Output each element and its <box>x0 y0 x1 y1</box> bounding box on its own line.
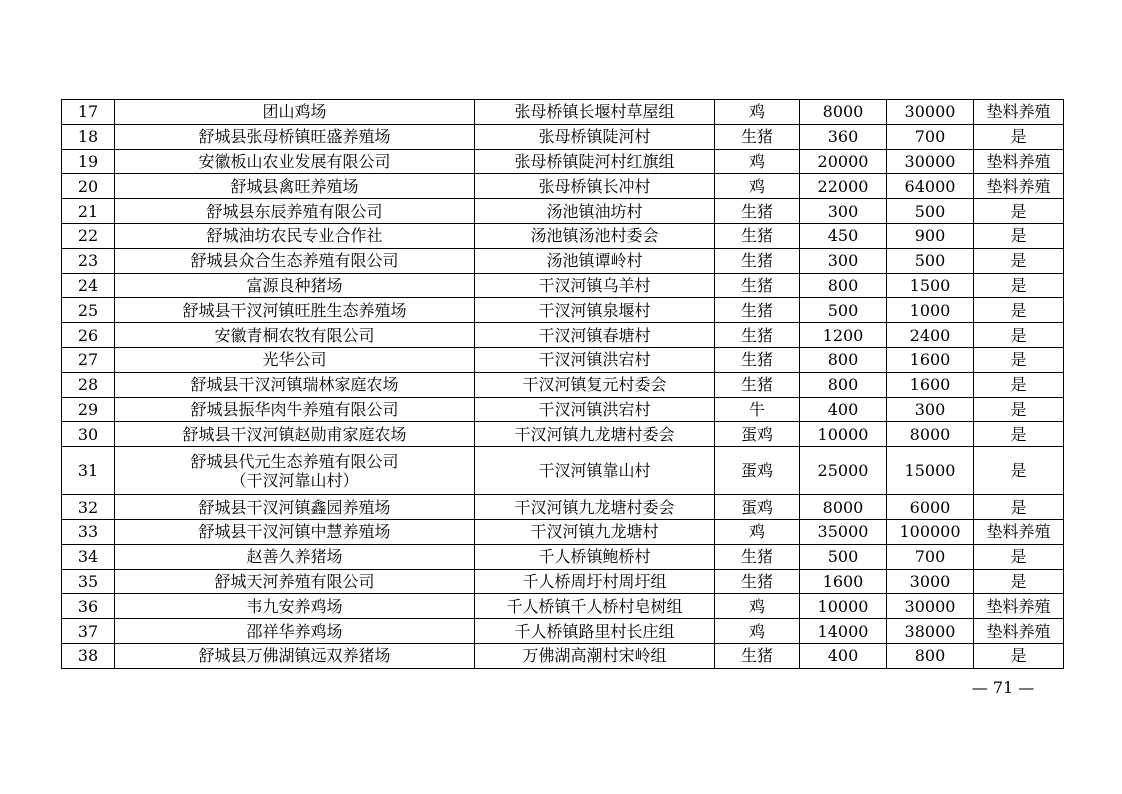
table-row <box>62 347 1064 372</box>
livestock-type-cell: 生猪 <box>715 643 800 668</box>
stock-count-cell: 35000 <box>800 519 887 544</box>
address-cell: 干汊河镇春塘村 <box>475 323 715 348</box>
farm-name-line: 舒城县东辰养殖有限公司 <box>206 201 383 221</box>
farm-name-cell <box>115 397 475 422</box>
row-number-cell: 35 <box>62 569 115 594</box>
livestock-type-cell: 鸡 <box>715 149 800 174</box>
farm-name-line: 韦九安养鸡场 <box>246 596 343 616</box>
table-row <box>62 372 1064 397</box>
farm-name-line: 舒城县振华肉牛养殖有限公司 <box>190 399 399 419</box>
livestock-type-cell: 生猪 <box>715 199 800 224</box>
stock-count-cell: 10000 <box>800 422 887 447</box>
treatment-method-cell: 是 <box>974 273 1064 298</box>
livestock-type-cell: 蛋鸡 <box>715 422 800 447</box>
stock-count-cell: 800 <box>800 347 887 372</box>
livestock-type-cell: 蛋鸡 <box>715 447 800 495</box>
stock-count-cell: 1600 <box>800 569 887 594</box>
address-cell: 干汊河镇九龙塘村 <box>475 519 715 544</box>
farm-name-cell <box>115 124 475 149</box>
farm-name-cell <box>115 273 475 298</box>
output-count-cell: 1600 <box>887 372 974 397</box>
farm-name-line: 舒城县干汊河镇旺胜生态养殖场 <box>182 300 407 320</box>
address-cell: 张母桥镇长堰村草屋组 <box>475 100 715 125</box>
farm-name-cell <box>115 544 475 569</box>
farm-name-cell <box>115 298 475 323</box>
table-row <box>62 298 1064 323</box>
treatment-method-cell: 是 <box>974 298 1064 323</box>
farm-name-line: 舒城县干汊河镇中慧养殖场 <box>198 522 391 542</box>
table-row <box>62 495 1064 520</box>
treatment-method-cell: 是 <box>974 495 1064 520</box>
table-row <box>62 100 1064 125</box>
farm-name-line: 安徽青桐农牧有限公司 <box>214 325 375 345</box>
livestock-type-cell: 鸡 <box>715 519 800 544</box>
farm-name-cell <box>115 248 475 273</box>
farm-name-line: 安徽板山农业发展有限公司 <box>198 151 391 171</box>
farm-name-line: 舒城天河养殖有限公司 <box>214 571 375 591</box>
treatment-method-cell: 是 <box>974 347 1064 372</box>
output-count-cell: 30000 <box>887 594 974 619</box>
farm-name-line: 舒城县干汊河镇瑞林家庭农场 <box>190 375 399 395</box>
farm-name-cell <box>115 594 475 619</box>
farm-name-line: 舒城县众合生态养殖有限公司 <box>190 251 399 271</box>
farm-name-line: 舒城县禽旺养殖场 <box>230 176 359 196</box>
stock-count-cell: 400 <box>800 643 887 668</box>
farm-name-line: 舒城县干汊河镇赵勋甫家庭农场 <box>182 424 407 444</box>
row-number-cell: 23 <box>62 248 115 273</box>
output-count-cell: 800 <box>887 643 974 668</box>
table-row <box>62 643 1064 668</box>
treatment-method-cell: 是 <box>974 643 1064 668</box>
output-count-cell: 8000 <box>887 422 974 447</box>
farm-name-line: 舒城油坊农民专业合作社 <box>206 226 383 246</box>
livestock-type-cell: 生猪 <box>715 569 800 594</box>
row-number-cell: 18 <box>62 124 115 149</box>
output-count-cell: 1000 <box>887 298 974 323</box>
address-cell: 张母桥镇陡河村红旗组 <box>475 149 715 174</box>
treatment-method-cell: 是 <box>974 397 1064 422</box>
farm-table <box>61 99 1064 669</box>
address-cell: 汤池镇油坊村 <box>475 199 715 224</box>
farm-name-cell <box>115 422 475 447</box>
row-number-cell: 21 <box>62 199 115 224</box>
address-cell: 万佛湖高潮村宋岭组 <box>475 643 715 668</box>
livestock-type-cell: 生猪 <box>715 323 800 348</box>
table-row <box>62 447 1064 495</box>
address-cell: 干汊河镇九龙塘村委会 <box>475 422 715 447</box>
stock-count-cell: 500 <box>800 544 887 569</box>
farm-name-line: 舒城县代元生态养殖有限公司 <box>190 451 399 471</box>
farm-name-line: 邵祥华养鸡场 <box>246 621 343 641</box>
treatment-method-cell: 是 <box>974 422 1064 447</box>
stock-count-cell: 360 <box>800 124 887 149</box>
treatment-method-cell: 是 <box>974 199 1064 224</box>
address-cell: 干汊河镇乌羊村 <box>475 273 715 298</box>
farm-name-cell <box>115 447 475 495</box>
farm-name-cell <box>115 372 475 397</box>
farm-name-line: 舒城县张母桥镇旺盛养殖场 <box>198 127 391 147</box>
address-cell: 汤池镇谭岭村 <box>475 248 715 273</box>
row-number-cell: 20 <box>62 174 115 199</box>
stock-count-cell: 450 <box>800 223 887 248</box>
table-row <box>62 323 1064 348</box>
farm-table-body <box>62 100 1064 669</box>
row-number-cell: 26 <box>62 323 115 348</box>
row-number-cell: 33 <box>62 519 115 544</box>
stock-count-cell: 300 <box>800 248 887 273</box>
table-row <box>62 124 1064 149</box>
farm-name-line: 团山鸡场 <box>262 102 327 122</box>
address-cell: 千人桥镇路里村长庄组 <box>475 619 715 644</box>
address-cell: 千人桥周圩村周圩组 <box>475 569 715 594</box>
output-count-cell: 3000 <box>887 569 974 594</box>
address-cell: 干汊河镇靠山村 <box>475 447 715 495</box>
stock-count-cell: 14000 <box>800 619 887 644</box>
farm-name-cell <box>115 174 475 199</box>
table-row <box>62 594 1064 619</box>
table-row <box>62 199 1064 224</box>
table-row <box>62 544 1064 569</box>
row-number-cell: 25 <box>62 298 115 323</box>
table-row <box>62 248 1064 273</box>
treatment-method-cell: 是 <box>974 447 1064 495</box>
farm-name-cell <box>115 223 475 248</box>
treatment-method-cell: 垫料养殖 <box>974 594 1064 619</box>
farm-name-cell <box>115 619 475 644</box>
output-count-cell: 900 <box>887 223 974 248</box>
output-count-cell: 2400 <box>887 323 974 348</box>
row-number-cell: 22 <box>62 223 115 248</box>
treatment-method-cell: 是 <box>974 124 1064 149</box>
address-cell: 干汊河镇九龙塘村委会 <box>475 495 715 520</box>
table-row <box>62 519 1064 544</box>
stock-count-cell: 800 <box>800 372 887 397</box>
farm-name-cell <box>115 643 475 668</box>
farm-name-cell <box>115 569 475 594</box>
livestock-type-cell: 生猪 <box>715 347 800 372</box>
table-row <box>62 223 1064 248</box>
farm-name-line: （干汊河靠山村） <box>230 470 359 490</box>
farm-name-line: 光华公司 <box>262 350 327 370</box>
farm-name-cell <box>115 347 475 372</box>
livestock-type-cell: 生猪 <box>715 248 800 273</box>
output-count-cell: 6000 <box>887 495 974 520</box>
livestock-type-cell: 牛 <box>715 397 800 422</box>
output-count-cell: 700 <box>887 124 974 149</box>
livestock-type-cell: 生猪 <box>715 223 800 248</box>
stock-count-cell: 22000 <box>800 174 887 199</box>
farm-name-cell <box>115 100 475 125</box>
treatment-method-cell: 是 <box>974 544 1064 569</box>
table-row <box>62 619 1064 644</box>
address-cell: 千人桥镇千人桥村皂树组 <box>475 594 715 619</box>
treatment-method-cell: 垫料养殖 <box>974 619 1064 644</box>
row-number-cell: 30 <box>62 422 115 447</box>
farm-name-line: 富源良种猪场 <box>246 275 343 295</box>
output-count-cell: 30000 <box>887 100 974 125</box>
livestock-type-cell: 生猪 <box>715 298 800 323</box>
stock-count-cell: 25000 <box>800 447 887 495</box>
farm-name-cell <box>115 495 475 520</box>
row-number-cell: 37 <box>62 619 115 644</box>
livestock-type-cell: 生猪 <box>715 273 800 298</box>
farm-name-cell <box>115 149 475 174</box>
stock-count-cell: 1200 <box>800 323 887 348</box>
stock-count-cell: 8000 <box>800 100 887 125</box>
row-number-cell: 28 <box>62 372 115 397</box>
treatment-method-cell: 是 <box>974 323 1064 348</box>
address-cell: 张母桥镇长冲村 <box>475 174 715 199</box>
output-count-cell: 1600 <box>887 347 974 372</box>
livestock-type-cell: 生猪 <box>715 124 800 149</box>
stock-count-cell: 300 <box>800 199 887 224</box>
table-row <box>62 149 1064 174</box>
stock-count-cell: 10000 <box>800 594 887 619</box>
output-count-cell: 30000 <box>887 149 974 174</box>
farm-name-cell <box>115 323 475 348</box>
row-number-cell: 19 <box>62 149 115 174</box>
output-count-cell: 300 <box>887 397 974 422</box>
table-row <box>62 422 1064 447</box>
row-number-cell: 24 <box>62 273 115 298</box>
row-number-cell: 31 <box>62 447 115 495</box>
row-number-cell: 32 <box>62 495 115 520</box>
livestock-type-cell: 鸡 <box>715 174 800 199</box>
farm-name-line: 赵善久养猪场 <box>246 547 343 567</box>
row-number-cell: 27 <box>62 347 115 372</box>
address-cell: 汤池镇汤池村委会 <box>475 223 715 248</box>
table-row <box>62 397 1064 422</box>
farm-name-line: 舒城县干汊河镇鑫园养殖场 <box>198 497 391 517</box>
row-number-cell: 38 <box>62 643 115 668</box>
livestock-type-cell: 蛋鸡 <box>715 495 800 520</box>
table-row <box>62 273 1064 298</box>
row-number-cell: 36 <box>62 594 115 619</box>
table-row <box>62 569 1064 594</box>
treatment-method-cell: 是 <box>974 569 1064 594</box>
treatment-method-cell: 是 <box>974 223 1064 248</box>
farm-name-cell <box>115 199 475 224</box>
stock-count-cell: 20000 <box>800 149 887 174</box>
treatment-method-cell: 垫料养殖 <box>974 174 1064 199</box>
farm-name-cell <box>115 519 475 544</box>
treatment-method-cell: 垫料养殖 <box>974 100 1064 125</box>
output-count-cell: 1500 <box>887 273 974 298</box>
treatment-method-cell: 是 <box>974 248 1064 273</box>
address-cell: 干汊河镇泉堰村 <box>475 298 715 323</box>
output-count-cell: 38000 <box>887 619 974 644</box>
row-number-cell: 17 <box>62 100 115 125</box>
livestock-type-cell: 生猪 <box>715 372 800 397</box>
row-number-cell: 29 <box>62 397 115 422</box>
stock-count-cell: 400 <box>800 397 887 422</box>
livestock-type-cell: 鸡 <box>715 100 800 125</box>
output-count-cell: 64000 <box>887 174 974 199</box>
treatment-method-cell: 垫料养殖 <box>974 149 1064 174</box>
stock-count-cell: 8000 <box>800 495 887 520</box>
address-cell: 干汊河镇洪宕村 <box>475 347 715 372</box>
livestock-type-cell: 生猪 <box>715 544 800 569</box>
address-cell: 干汊河镇洪宕村 <box>475 397 715 422</box>
livestock-type-cell: 鸡 <box>715 619 800 644</box>
table-row <box>62 174 1064 199</box>
output-count-cell: 700 <box>887 544 974 569</box>
address-cell: 干汊河镇复元村委会 <box>475 372 715 397</box>
treatment-method-cell: 垫料养殖 <box>974 519 1064 544</box>
farm-name-line: 舒城县万佛湖镇远双养猪场 <box>198 646 391 666</box>
output-count-cell: 500 <box>887 248 974 273</box>
row-number-cell: 34 <box>62 544 115 569</box>
livestock-type-cell: 鸡 <box>715 594 800 619</box>
treatment-method-cell: 是 <box>974 372 1064 397</box>
page-number: — 71 — <box>971 678 1035 697</box>
stock-count-cell: 500 <box>800 298 887 323</box>
address-cell: 千人桥镇鲍桥村 <box>475 544 715 569</box>
output-count-cell: 100000 <box>887 519 974 544</box>
address-cell: 张母桥镇陡河村 <box>475 124 715 149</box>
output-count-cell: 500 <box>887 199 974 224</box>
output-count-cell: 15000 <box>887 447 974 495</box>
stock-count-cell: 800 <box>800 273 887 298</box>
